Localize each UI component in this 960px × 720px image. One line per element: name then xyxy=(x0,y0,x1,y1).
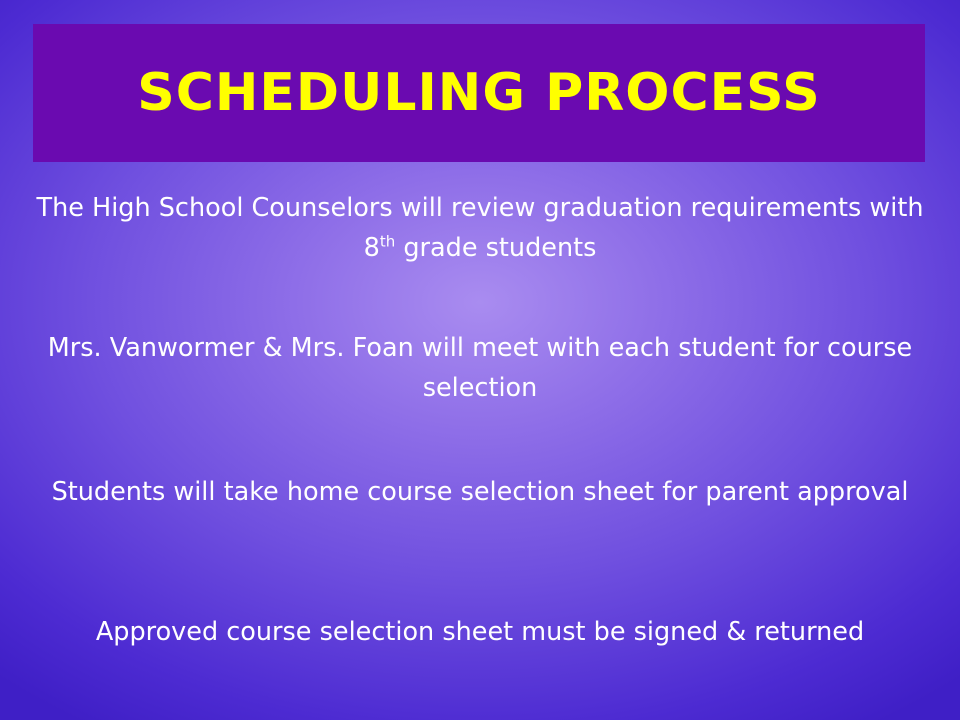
paragraph-counselors-text-end: grade students xyxy=(395,233,597,263)
paragraph-course-selection-meeting: Mrs. Vanwormer & Mrs. Foan will meet with each student for course selection xyxy=(47,333,913,403)
paragraph-counselors xyxy=(30,188,930,268)
slide-title: SCHEDULING PROCESS xyxy=(137,63,821,123)
title-banner xyxy=(33,24,925,162)
paragraph-signed-returned: Approved course selection sheet must be signed & returned xyxy=(95,617,865,647)
paragraph-parent-approval: Students will take home course selection sheet for parent approval xyxy=(51,477,909,507)
ordinal-superscript: th xyxy=(379,232,396,251)
paragraph-counselors-text: The High School Counselors will review graduation requirements with 8 xyxy=(36,193,924,263)
